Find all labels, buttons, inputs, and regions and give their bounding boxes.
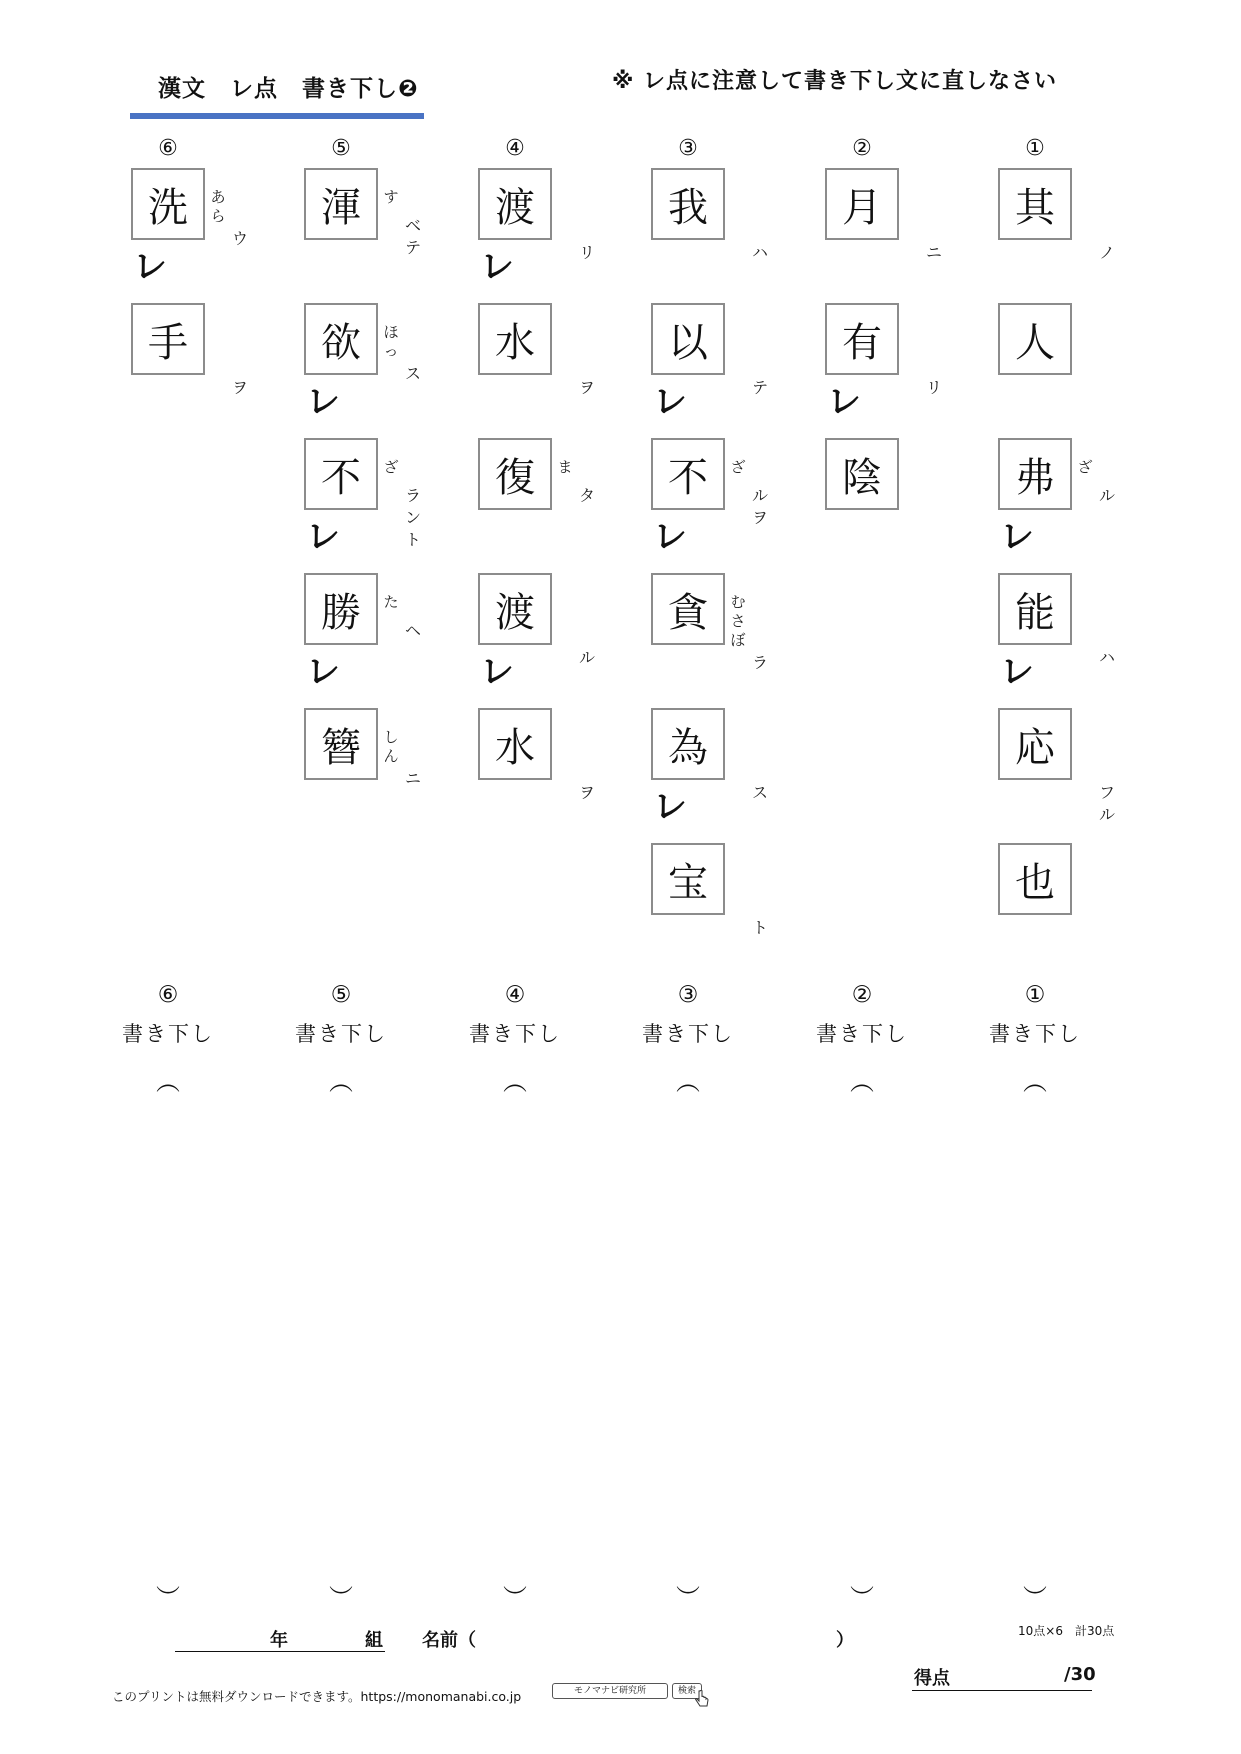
points-note: 10点×6 計30点 <box>1018 1624 1115 1638</box>
okurigana: ス <box>751 783 768 802</box>
kanji-box: 欲 <box>304 303 378 375</box>
furigana: す <box>383 188 399 206</box>
answer-number: ④ <box>504 982 526 1008</box>
name-field[interactable] <box>480 1624 830 1650</box>
column-number: ③ <box>678 136 698 161</box>
re-mark: レ <box>653 382 687 422</box>
column-number: ① <box>1025 136 1045 161</box>
answer-field[interactable] <box>138 1098 198 1584</box>
kanji-box: 其 <box>998 168 1072 240</box>
furigana: ざ <box>383 458 399 476</box>
okurigana: フ ル <box>1098 783 1115 824</box>
okurigana: ベ テ <box>404 216 421 257</box>
okurigana: タ <box>578 486 595 505</box>
answer-close-paren: ︶ <box>156 1584 180 1612</box>
score-total: /30 <box>1064 1664 1096 1685</box>
kanji-box: 為 <box>651 708 725 780</box>
column-number: ⑥ <box>158 136 178 161</box>
answer-close-paren: ︶ <box>503 1584 527 1612</box>
kanji-box: 宝 <box>651 843 725 915</box>
re-mark: レ <box>306 382 340 422</box>
okurigana: ス <box>404 364 421 383</box>
answer-number: ② <box>851 982 873 1008</box>
year-label: 年 <box>270 1630 288 1651</box>
answer-label: 書き下し <box>469 1022 561 1046</box>
kanji-box: 渡 <box>478 573 552 645</box>
score-field[interactable] <box>960 1664 1064 1688</box>
instruction-text: ※ レ点に注意して書き下し文に直しなさい <box>612 69 1058 94</box>
okurigana: ヲ <box>578 783 595 802</box>
kanji-box: 有 <box>825 303 899 375</box>
answer-label: 書き下し <box>816 1022 908 1046</box>
okurigana: ル <box>1098 486 1115 505</box>
answer-close-paren: ︶ <box>676 1584 700 1612</box>
kanji-box: 洗 <box>131 168 205 240</box>
answer-close-paren: ︶ <box>329 1584 353 1612</box>
answer-open-paren: ︵ <box>850 1068 874 1096</box>
kanji-box: 我 <box>651 168 725 240</box>
okurigana: ヘ <box>404 621 421 640</box>
answer-open-paren: ︵ <box>503 1068 527 1096</box>
kanji-box: 簪 <box>304 708 378 780</box>
score-line <box>912 1690 1092 1691</box>
credit-text: このプリントは無料ダウンロードできます。https://monomanabi.co.jp <box>112 1689 522 1704</box>
okurigana: ハ <box>1098 648 1115 667</box>
okurigana: ル <box>578 648 595 667</box>
okurigana: ラ ン ト <box>404 486 421 549</box>
kanji-box: 応 <box>998 708 1072 780</box>
hand-pointer-icon <box>694 1690 710 1710</box>
column-number: ④ <box>505 136 525 161</box>
page-title: 漢文 レ点 書き下し❷ <box>158 76 419 102</box>
kanji-box: 手 <box>131 303 205 375</box>
answer-open-paren: ︵ <box>156 1068 180 1096</box>
answer-close-paren: ︶ <box>850 1584 874 1612</box>
kanji-box: 不 <box>304 438 378 510</box>
kanji-box: 弗 <box>998 438 1072 510</box>
kanji-box: 水 <box>478 708 552 780</box>
re-mark: レ <box>653 517 687 557</box>
okurigana: ル ヲ <box>751 486 768 527</box>
answer-label: 書き下し <box>989 1022 1081 1046</box>
name-close-paren: ） <box>836 1630 854 1651</box>
re-mark: レ <box>480 247 514 287</box>
okurigana: ハ <box>751 243 768 262</box>
furigana: む さ ぼ <box>730 593 746 649</box>
column-number: ⑤ <box>331 136 351 161</box>
okurigana: ヲ <box>578 378 595 397</box>
okurigana: テ <box>751 378 768 397</box>
kanji-box: 渾 <box>304 168 378 240</box>
answer-field[interactable] <box>311 1098 371 1584</box>
column-number: ② <box>852 136 872 161</box>
answer-label: 書き下し <box>295 1022 387 1046</box>
kanji-box: 勝 <box>304 573 378 645</box>
kanji-box: 以 <box>651 303 725 375</box>
kanji-box: 人 <box>998 303 1072 375</box>
score-label: 得点 <box>914 1668 950 1689</box>
answer-field[interactable] <box>658 1098 718 1584</box>
kanji-box: 陰 <box>825 438 899 510</box>
re-mark: レ <box>653 787 687 827</box>
class-label: 組 <box>365 1630 383 1651</box>
furigana: し ん <box>383 728 399 765</box>
okurigana: ト <box>751 918 768 937</box>
answer-close-paren: ︶ <box>1023 1584 1047 1612</box>
kanji-box: 復 <box>478 438 552 510</box>
answer-open-paren: ︵ <box>676 1068 700 1096</box>
furigana: た <box>383 593 399 611</box>
furigana: ざ <box>1077 458 1093 476</box>
furigana: あ ら <box>210 188 226 225</box>
okurigana: ノ <box>1098 243 1115 262</box>
okurigana: ヲ <box>231 378 248 397</box>
answer-number: ⑤ <box>330 982 352 1008</box>
re-mark: レ <box>827 382 861 422</box>
answer-number: ① <box>1024 982 1046 1008</box>
re-mark: レ <box>133 247 167 287</box>
answer-field[interactable] <box>485 1098 545 1584</box>
furigana: ざ <box>730 458 746 476</box>
re-mark: レ <box>480 652 514 692</box>
okurigana: ラ <box>751 653 768 672</box>
okurigana: ニ <box>925 243 942 262</box>
okurigana: リ <box>578 243 595 262</box>
kanji-box: 渡 <box>478 168 552 240</box>
okurigana: ニ <box>404 769 421 788</box>
answer-open-paren: ︵ <box>1023 1068 1047 1096</box>
answer-number: ③ <box>677 982 699 1008</box>
okurigana: リ <box>925 378 942 397</box>
furigana: ま <box>557 458 573 476</box>
re-mark: レ <box>1000 517 1034 557</box>
answer-field[interactable] <box>832 1098 892 1584</box>
name-label: 名前（ <box>422 1630 476 1651</box>
kanji-box: 也 <box>998 843 1072 915</box>
kanji-box: 月 <box>825 168 899 240</box>
furigana: ほ っ <box>383 323 399 360</box>
answer-open-paren: ︵ <box>329 1068 353 1096</box>
title-underline <box>130 113 424 119</box>
kanji-box: 水 <box>478 303 552 375</box>
kanji-box: 貪 <box>651 573 725 645</box>
search-button[interactable]: 検索 <box>672 1683 702 1699</box>
answer-label: 書き下し <box>642 1022 734 1046</box>
okurigana: ウ <box>231 229 248 248</box>
kanji-box: 能 <box>998 573 1072 645</box>
search-box[interactable]: モノマナビ研究所 <box>552 1683 668 1699</box>
answer-number: ⑥ <box>157 982 179 1008</box>
kanji-box: 不 <box>651 438 725 510</box>
re-mark: レ <box>306 652 340 692</box>
answer-label: 書き下し <box>122 1022 214 1046</box>
re-mark: レ <box>1000 652 1034 692</box>
answer-field[interactable] <box>1005 1098 1065 1584</box>
re-mark: レ <box>306 517 340 557</box>
